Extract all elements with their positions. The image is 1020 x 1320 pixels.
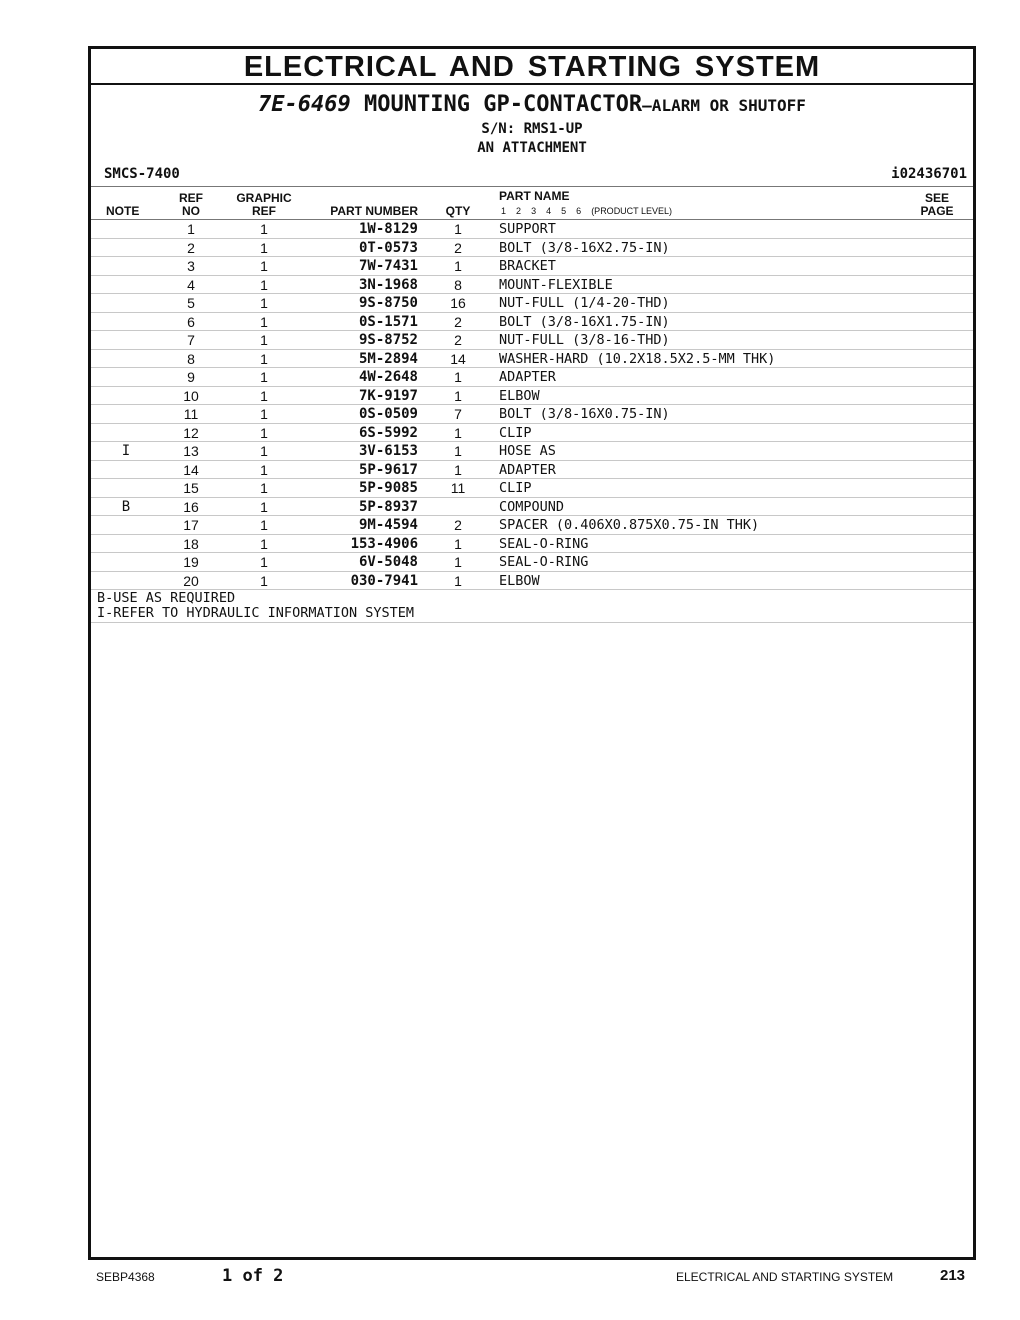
row-ref-no: 18 [183, 535, 199, 552]
page-frame [88, 46, 976, 1260]
table-row [91, 553, 973, 572]
row-part-name: BOLT (3/8-16X2.75-IN) [499, 239, 670, 256]
row-qty: 1 [454, 387, 462, 404]
row-ref-no: 19 [183, 554, 199, 570]
row-qty: 1 [454, 461, 462, 478]
row-qty: 2 [454, 239, 462, 256]
row-graphic-ref: 1 [260, 406, 268, 422]
row-part-number: 9M-4594 [358, 517, 418, 533]
row-part-number: 5M-2894 [358, 350, 418, 367]
row-part-number: 7W-7431 [358, 258, 418, 274]
smcs-row [91, 164, 973, 186]
row-part-number: 7K-9197 [358, 387, 418, 404]
row-part-number: 0S-1571 [358, 313, 418, 330]
row-ref-no: 16 [183, 498, 199, 515]
row-part-number: 3N-1968 [358, 276, 418, 293]
row-ref-no: 1 [187, 221, 195, 237]
row-part-name: SUPPORT [499, 221, 556, 237]
row-qty: 1 [454, 443, 462, 459]
attachment-label: AN ATTACHMENT [477, 140, 587, 156]
row-graphic-ref: 1 [260, 480, 268, 496]
group-suffix: —ALARM OR SHUTOFF [642, 96, 806, 115]
smcs-code: SMCS-7400 [104, 166, 180, 182]
row-qty: 14 [450, 350, 466, 367]
footer-page-of: 1 of 2 [222, 1266, 284, 1286]
header-see-top: SEE [924, 191, 949, 205]
section-title: ELECTRICAL AND STARTING SYSTEM [91, 49, 973, 85]
row-part-number: 153-4906 [350, 535, 418, 552]
row-qty: 16 [450, 295, 466, 311]
table-row [91, 313, 973, 332]
row-part-number: 0T-0573 [358, 239, 418, 256]
row-part-number: 1W-8129 [358, 221, 418, 237]
row-ref-no: 20 [183, 572, 199, 589]
row-part-name: ADAPTER [499, 461, 556, 478]
row-qty: 1 [454, 221, 462, 237]
row-part-name: BOLT (3/8-16X0.75-IN) [499, 406, 670, 422]
row-part-name: ELBOW [499, 387, 540, 404]
table-row [91, 572, 973, 591]
table-row [91, 368, 973, 387]
table-row [91, 535, 973, 554]
row-part-name: CLIP [499, 480, 532, 496]
row-graphic-ref: 1 [260, 295, 268, 311]
row-part-name: HOSE AS [499, 443, 556, 459]
row-part-name: WASHER-HARD (10.2X18.5X2.5-MM THK) [499, 350, 776, 367]
row-graphic-ref: 1 [260, 332, 268, 348]
row-part-number: 5P-9617 [358, 461, 418, 478]
row-qty: 1 [454, 535, 462, 552]
note-line: B-USE AS REQUIRED [97, 590, 236, 606]
row-part-number: 6V-5048 [358, 554, 418, 570]
table-row [91, 461, 973, 480]
row-note: I [121, 443, 131, 459]
row-qty: 1 [454, 572, 462, 589]
row-qty: 1 [454, 369, 462, 385]
row-graphic-ref: 1 [260, 369, 268, 385]
row-graphic-ref: 1 [260, 387, 268, 404]
row-part-number: 5P-8937 [358, 498, 418, 515]
reference-id: i02436701 [891, 166, 967, 182]
header-qty: QTY [445, 204, 471, 218]
row-ref-no: 7 [187, 332, 195, 348]
group-number: 7E-6469 [258, 92, 351, 117]
row-graphic-ref: 1 [260, 517, 268, 533]
footer-page-number: 213 [940, 1267, 966, 1284]
row-graphic-ref: 1 [260, 313, 268, 330]
row-ref-no: 17 [183, 517, 199, 533]
row-part-number: 5P-9085 [358, 480, 418, 496]
row-qty: 8 [454, 276, 462, 293]
row-part-name: ADAPTER [499, 369, 556, 385]
row-graphic-ref: 1 [260, 239, 268, 256]
parts-table [91, 220, 973, 590]
row-part-name: ELBOW [499, 572, 540, 589]
table-row [91, 387, 973, 406]
row-graphic-ref: 1 [260, 258, 268, 274]
row-qty: 2 [454, 313, 462, 330]
group-name: MOUNTING GP-CONTACTOR [364, 92, 643, 117]
row-part-number: 9S-8752 [358, 332, 418, 348]
header-ref-bottom: NO [182, 204, 200, 218]
row-graphic-ref: 1 [260, 350, 268, 367]
row-part-name: MOUNT-FLEXIBLE [499, 276, 613, 293]
row-part-name: SEAL-O-RING [499, 535, 589, 552]
group-title [91, 91, 973, 120]
header-note: NOTE [106, 204, 140, 218]
table-row [91, 239, 973, 258]
row-ref-no: 3 [187, 258, 195, 274]
table-row [91, 442, 973, 461]
row-qty: 11 [450, 480, 466, 496]
header-part-name: PART NAME [499, 189, 570, 203]
serial-range: S/N: RMS1-UP [481, 121, 583, 137]
row-part-name: SEAL-O-RING [499, 554, 589, 570]
header-see-bottom: PAGE [920, 204, 954, 218]
row-part-name: CLIP [499, 424, 532, 441]
row-ref-no: 12 [183, 424, 199, 441]
footer-doc-id: SEBP4368 [96, 1270, 155, 1284]
row-ref-no: 8 [187, 350, 195, 367]
row-qty: 7 [454, 406, 462, 422]
row-graphic-ref: 1 [260, 424, 268, 441]
header-graphic-bottom: REF [252, 204, 276, 218]
row-part-number: 030-7941 [350, 572, 418, 589]
table-row [91, 498, 973, 517]
page-footer [0, 1262, 1020, 1292]
header-part-number: PART NUMBER [330, 204, 418, 218]
table-row [91, 424, 973, 443]
row-qty: 1 [454, 424, 462, 441]
notes-block [91, 590, 973, 623]
row-part-number: 9S-8750 [358, 295, 418, 311]
table-row [91, 257, 973, 276]
row-graphic-ref: 1 [260, 554, 268, 570]
row-part-name: NUT-FULL (3/8-16-THD) [499, 332, 670, 348]
table-row [91, 220, 973, 239]
table-row [91, 516, 973, 535]
row-ref-no: 10 [183, 387, 199, 404]
row-qty: 2 [454, 332, 462, 348]
header-ref-top: REF [179, 191, 203, 205]
row-ref-no: 2 [187, 239, 195, 256]
row-ref-no: 4 [187, 276, 195, 293]
row-ref-no: 9 [187, 369, 195, 385]
row-qty: 2 [454, 517, 462, 533]
row-qty: 1 [454, 258, 462, 274]
row-graphic-ref: 1 [260, 221, 268, 237]
row-graphic-ref: 1 [260, 535, 268, 552]
row-graphic-ref: 1 [260, 572, 268, 589]
table-row [91, 479, 973, 498]
row-ref-no: 5 [187, 295, 195, 311]
row-graphic-ref: 1 [260, 498, 268, 515]
table-row [91, 331, 973, 350]
row-ref-no: 15 [183, 480, 199, 496]
row-graphic-ref: 1 [260, 276, 268, 293]
table-row [91, 350, 973, 369]
row-ref-no: 13 [183, 443, 199, 459]
row-part-name: BOLT (3/8-16X1.75-IN) [499, 313, 670, 330]
row-part-name: SPACER (0.406X0.875X0.75-IN THK) [499, 517, 760, 533]
table-row [91, 276, 973, 295]
row-ref-no: 14 [183, 461, 199, 478]
row-qty: 1 [454, 554, 462, 570]
header-product-levels: 1 2 3 4 5 6 (PRODUCT LEVEL) [501, 206, 673, 216]
table-row [91, 405, 973, 424]
footer-section: ELECTRICAL AND STARTING SYSTEM [676, 1270, 894, 1284]
row-part-name: BRACKET [499, 258, 556, 274]
row-graphic-ref: 1 [260, 461, 268, 478]
row-part-name: NUT-FULL (1/4-20-THD) [499, 295, 670, 311]
row-part-number: 3V-6153 [358, 443, 418, 459]
row-ref-no: 11 [183, 406, 199, 422]
row-part-number: 4W-2648 [358, 369, 418, 385]
row-part-number: 0S-0509 [358, 406, 418, 422]
table-header [91, 186, 973, 220]
row-part-number: 6S-5992 [358, 424, 418, 441]
row-ref-no: 6 [187, 313, 195, 330]
row-part-name: COMPOUND [499, 498, 565, 515]
row-note: B [121, 498, 131, 515]
table-row [91, 294, 973, 313]
note-line: I-REFER TO HYDRAULIC INFORMATION SYSTEM [97, 605, 414, 621]
row-graphic-ref: 1 [260, 443, 268, 459]
group-heading [91, 85, 973, 158]
header-graphic-top: GRAPHIC [236, 191, 292, 205]
